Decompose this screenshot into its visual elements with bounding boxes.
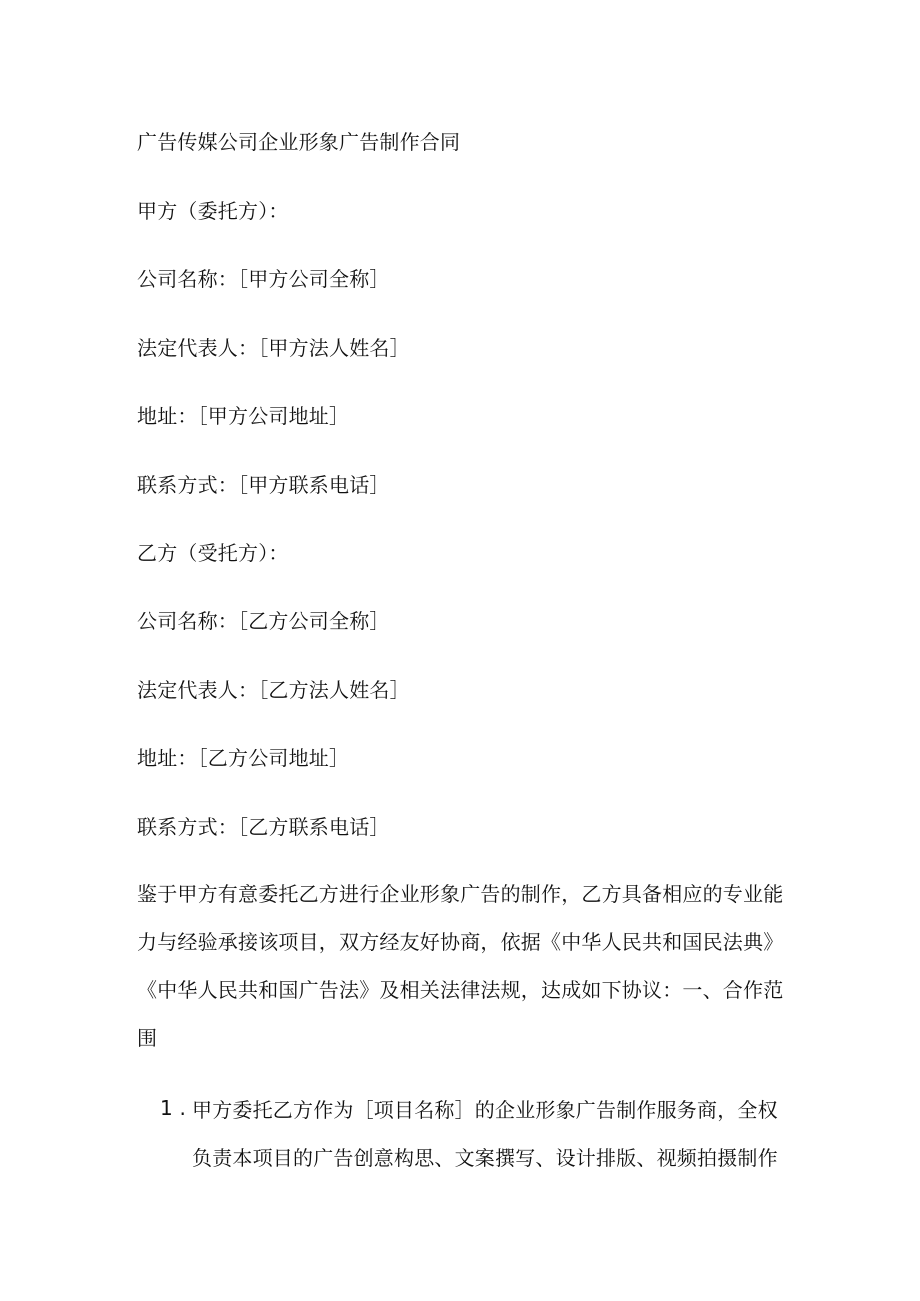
- clause-line: 负责本项目的广告创意构思、文案撰写、设计排版、视频拍摄制作: [192, 1146, 778, 1170]
- party-a-company: 公司名称：［甲方公司全称］: [137, 267, 390, 291]
- preamble-line: 鉴于甲方有意委托乙方进行企业形象广告的制作，乙方具备相应的专业能: [137, 882, 784, 906]
- party-b-address: 地址：［乙方公司地址］: [137, 746, 350, 770]
- party-a-representative: 法定代表人：［甲方法人姓名］: [137, 336, 410, 360]
- clause-number: 1 .: [160, 1096, 187, 1120]
- party-a-address: 地址：［甲方公司地址］: [137, 404, 350, 428]
- party-b-representative: 法定代表人：［乙方法人姓名］: [137, 678, 410, 702]
- preamble-line: 围: [137, 1026, 158, 1050]
- document-title: 广告传媒公司企业形象广告制作合同: [137, 130, 461, 154]
- preamble-line: 《中华人民共和国广告法》及相关法律法规，达成如下协议：一、合作范: [137, 978, 784, 1002]
- preamble-paragraph: [137, 876, 797, 1068]
- party-b-heading: 乙方（受托方）：: [137, 541, 289, 565]
- party-a-contact: 联系方式：［甲方联系电话］: [137, 473, 390, 497]
- party-a-heading: 甲方（委托方）：: [137, 199, 289, 223]
- party-b-contact: 联系方式：［乙方联系电话］: [137, 815, 390, 839]
- preamble-line: 力与经验承接该项目，双方经友好协商，依据《中华人民共和国民法典》: [137, 930, 784, 954]
- clause-line: 甲方委托乙方作为［项目名称］的企业形象广告制作服务商，全权: [192, 1098, 778, 1122]
- party-b-company: 公司名称：［乙方公司全称］: [137, 609, 390, 633]
